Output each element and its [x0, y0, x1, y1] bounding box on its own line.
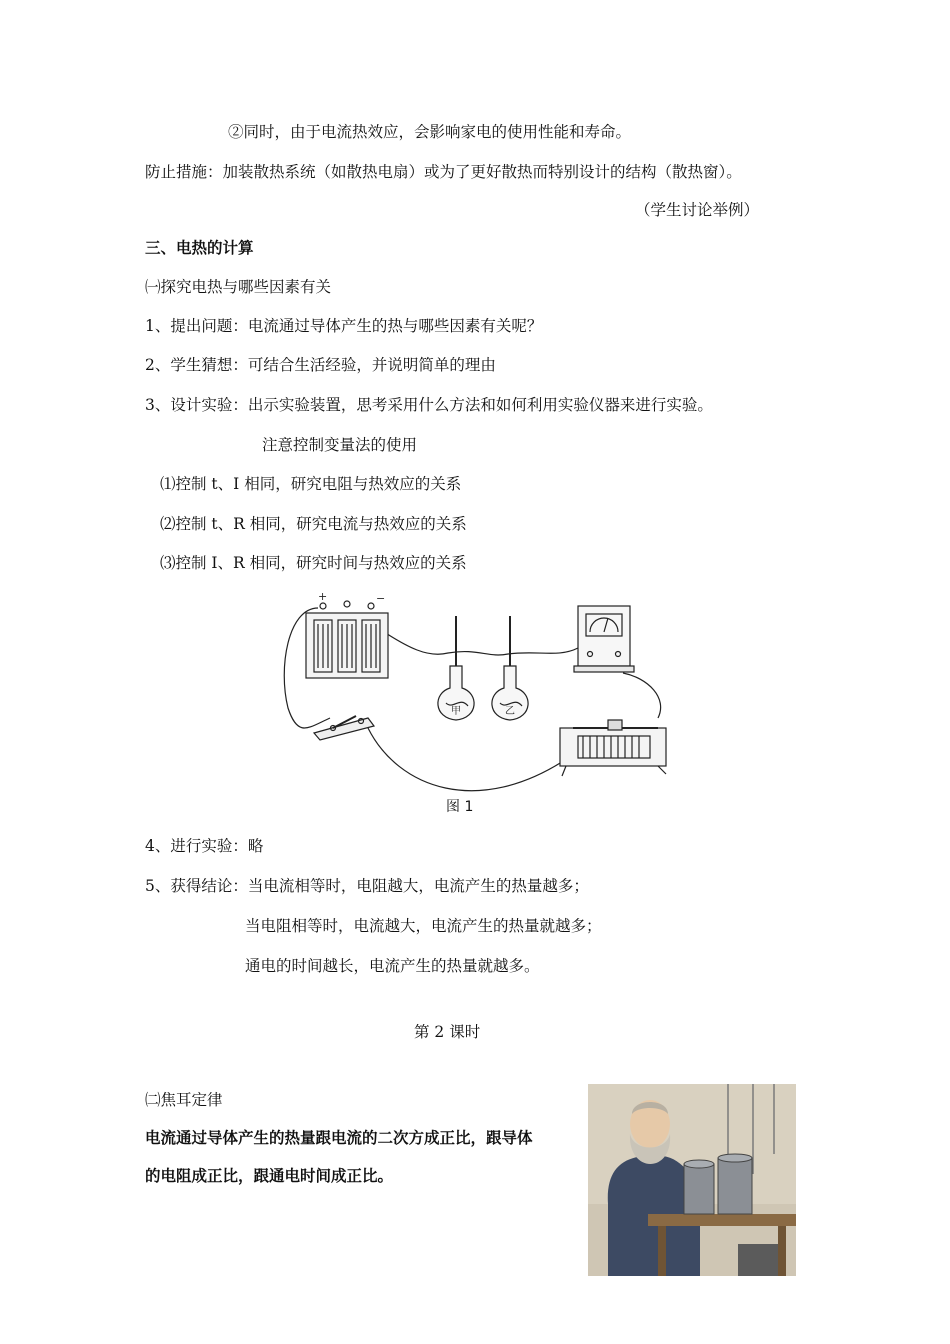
section-heading-3: 三、电热的计算: [145, 239, 254, 257]
step-1-question: 1、提出问题：电流通过导体产生的热与哪些因素有关呢？: [145, 317, 543, 335]
joule-portrait-image: [588, 1084, 796, 1276]
experiment-apparatus-figure: [278, 588, 678, 816]
step-4-experiment: 4、进行实验：略: [145, 837, 264, 855]
joule-law-heading: ㈡焦耳定律: [145, 1091, 223, 1109]
rheostat-icon: [560, 720, 666, 776]
step-2-hypothesis: 2、学生猜想：可结合生活经验，并说明简单的理由: [145, 356, 496, 374]
battery-plus-label: +: [318, 590, 328, 603]
battery-minus-label: −: [376, 592, 386, 605]
conclusion-current: 当电阻相等时，电流越大，电流产生的热量就越多；: [245, 917, 602, 935]
lesson-2-heading: 第 2 课时: [414, 1023, 481, 1041]
ammeter-icon: [574, 606, 634, 672]
joule-law-statement-1: 电流通过导体产生的热量跟电流的二次方成正比，跟导体: [145, 1129, 533, 1147]
step-3-design: 3、设计实验：出示实验装置，思考采用什么方法和如何利用实验仪器来进行实验。: [145, 396, 713, 414]
student-discussion-note: （学生讨论举例）: [635, 201, 760, 219]
control-case-3: ⑶控制 I、R 相同，研究时间与热效应的关系: [160, 554, 467, 572]
control-case-2: ⑵控制 t、R 相同，研究电流与热效应的关系: [160, 515, 467, 533]
subsection-explore: ㈠探究电热与哪些因素有关: [145, 278, 332, 296]
battery-icon: [306, 601, 388, 678]
figure-caption: 图 1: [446, 799, 474, 815]
prevention-measures: 防止措施：加装散热系统（如散热电扇）或为了更好散热而特别设计的结构（散热窗）。: [145, 163, 742, 181]
flask-a-label: 甲: [451, 706, 461, 717]
control-case-1: ⑴控制 t、I 相同，研究电阻与热效应的关系: [160, 475, 462, 493]
flask-b-label: 乙: [505, 706, 515, 717]
control-variable-note: 注意控制变量法的使用: [262, 436, 418, 454]
conclusion-time: 通电的时间越长，电流产生的热量就越多。: [245, 957, 540, 975]
joule-law-statement-2: 的电阻成正比，跟通电时间成正比。: [145, 1167, 394, 1185]
point-2-text: ②同时，由于电流热效应，会影响家电的使用性能和寿命。: [228, 123, 632, 141]
flask-b-icon: [492, 616, 528, 720]
flask-a-icon: [438, 616, 474, 720]
step-5-conclusion: 5、获得结论：当电流相等时，电阻越大，电流产生的热量越多；: [145, 877, 589, 895]
switch-icon: [314, 716, 374, 740]
